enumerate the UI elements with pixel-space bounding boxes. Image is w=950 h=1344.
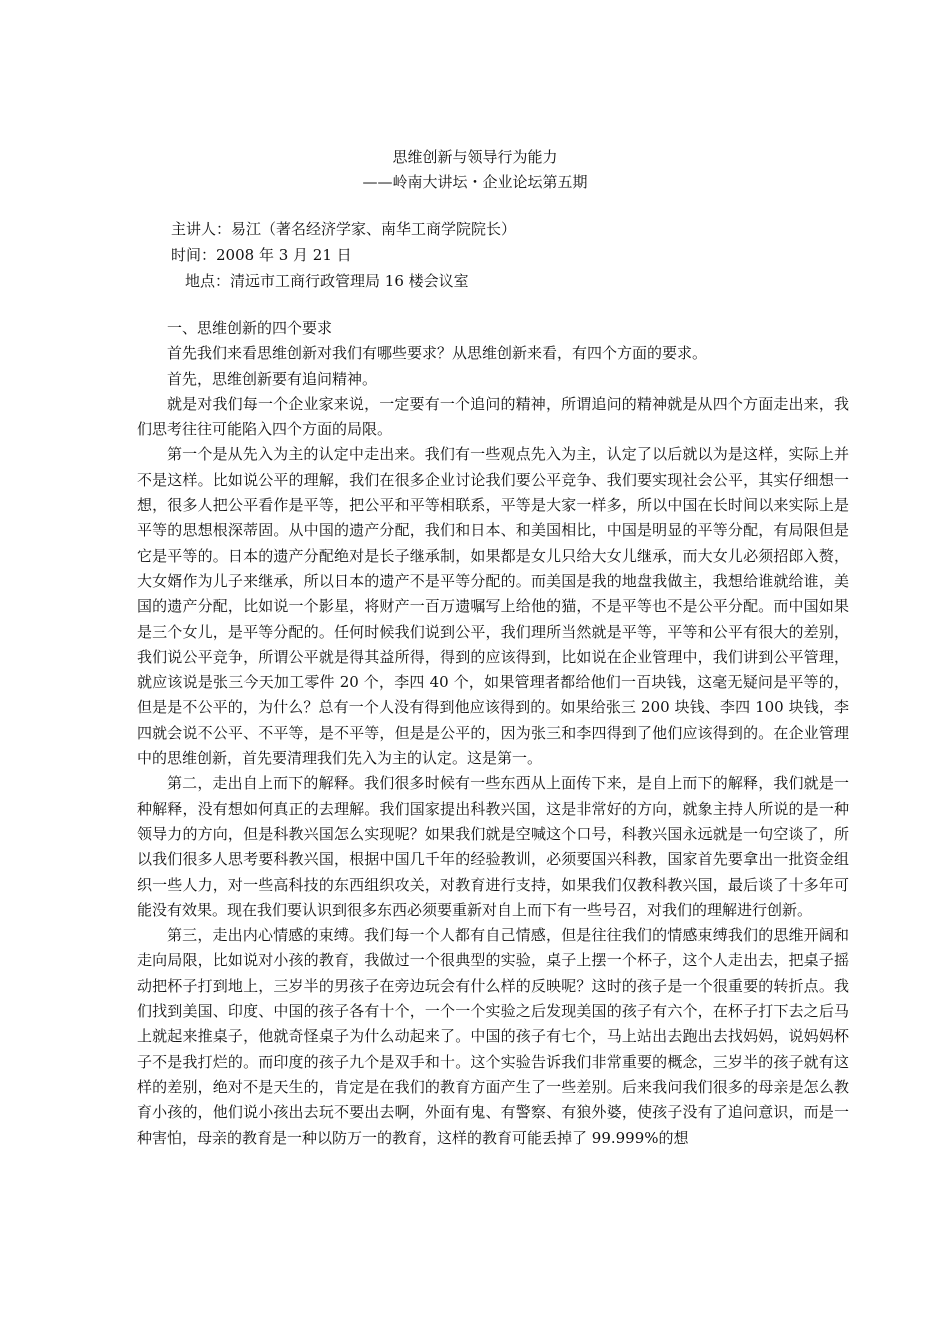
paragraph: 第二，走出自上而下的解释。我们很多时候有一些东西从上面传下来，是自上而下的解释，我们就是一种解释，没有想如何真正的去理解。我们国家提出科教兴国，这是非常好的方向，就象主持人所说的是一种领导力的方向，但是科教兴国怎么实现呢？如果我们就是空喊这个口号，科教兴国永远就是一句空谈了，所以我们很多人思考要科教兴国，根据中国几千年的经验教训，必须要国兴科教，国家首先要拿出一批资金组织一些人力，对一些高科技的东西组织攻关，对教育进行支持，如果我们仅教科教兴国，最后谈了十多年可能没有效果。现在我们要认识到很多东西必须要重新对自上而下有一些号召，对我们的理解进行创新。: [137, 774, 849, 919]
document-title: 思维创新与领导行为能力: [392, 148, 558, 166]
paragraph: 就是对我们每一个企业家来说，一定要有一个追问的精神，所谓追问的精神就是从四个方面走出来，我们思考往往可能陷入四个方面的局限。: [137, 394, 849, 439]
paragraph: 首先，思维创新要有追问精神。: [167, 369, 378, 388]
paragraph: 首先我们来看思维创新对我们有哪些要求？从思维创新来看，有四个方面的要求。: [167, 344, 708, 363]
location-line: 地点：清远市工商行政管理局 16 楼会议室: [185, 272, 469, 290]
section-heading: 一、思维创新的四个要求: [167, 319, 333, 337]
body-text: [137, 316, 849, 1151]
time-line: 时间：2008 年 3 月 21 日: [171, 246, 352, 264]
paragraph: 第三，走出内心情感的束缚。我们每一个人都有自己情感，但是往往我们的情感束缚我们的思维开阔和走向局限，比如说对小孩的教育，我做过一个很典型的实验，桌子上摆一个杯子，这个人走出去，把桌子摇动把杯子打到地上，三岁半的男孩子在旁边玩会有什么样的反映呢？这时的孩子是一个很重要的转折点。我们找到美国、印度、中国的孩子各有十个，一个一个实验之后发现美国的孩子有六个，在杯子打下去之后马上就起来推桌子，他就奇怪桌子为什么动起来了。中国的孩子有七个，马上站出去跑出去找妈妈，说妈妈杯子不是我打烂的。而印度的孩子九个是双手和十。这个实验告诉我们非常重要的概念，三岁半的孩子就有这样的差别，绝对不是天生的，肯定是在我们的教育方面产生了一些差别。后来我问我们很多的母亲是怎么教育小孩的，他们说小孩出去玩不要出去啊，外面有鬼、有警察、有狼外婆，使孩子没有了追问意识，而是一种害怕，母亲的教育是一种以防万一的教育，这样的教育可能丢掉了 99.999%的想: [137, 926, 849, 1147]
paragraph: 第一个是从先入为主的认定中走出来。我们有一些观点先入为主，认定了以后就以为是这样，实际上并不是这样。比如说公平的理解，我们在很多企业讨论我们要公平竞争、我们要实现社会公平，其实仔细想一想，很多人把公平看作是平等，把公平和平等相联系，平等是大家一样多，所以中国在长时间以来实际上是平等的思想根深蒂固。从中国的遗产分配，我们和日本、和美国相比，中国是明显的平等分配，有局限但是它是平等的。日本的遗产分配绝对是长子继承制，如果都是女儿只给大女儿继承，而大女儿必须招郎入赘，大女婿作为儿子来继承，所以日本的遗产不是平等分配的。而美国是我的地盘我做主，我想给谁就给谁，美国的遗产分配，比如说一个影星，将财产一百万遗嘱写上给他的猫，不是平等也不是公平分配。而中国如果是三个女儿，是平等分配的。任何时候我们说到公平，我们理所当然就是平等，平等和公平有很大的差别，我们说公平竞争，所谓公平就是得其益所得，得到的应该得到，比如说在企业管理中，我们讲到公平管理，就应该说是张三今天加工零件 20 个，李四 40 个，如果管理者都给他们一百块钱，这毫无疑问是平等的，但是是不公平的，为什么？总有一个人没有得到他应该得到的。如果给张三 200 块钱、李四 100 块钱，李四就会说不公平、不平等，是不平等，但是是公平的，因为张三和李四得到了他们应该得到的。在企业管理中的思维创新，首先要清理我们先入为主的认定。这是第一。: [137, 445, 849, 768]
speaker-line: 主讲人：易江（著名经济学家、南华工商学院院长）: [171, 220, 517, 238]
document-subtitle: ——岭南大讲坛・企业论坛第五期: [362, 173, 588, 191]
